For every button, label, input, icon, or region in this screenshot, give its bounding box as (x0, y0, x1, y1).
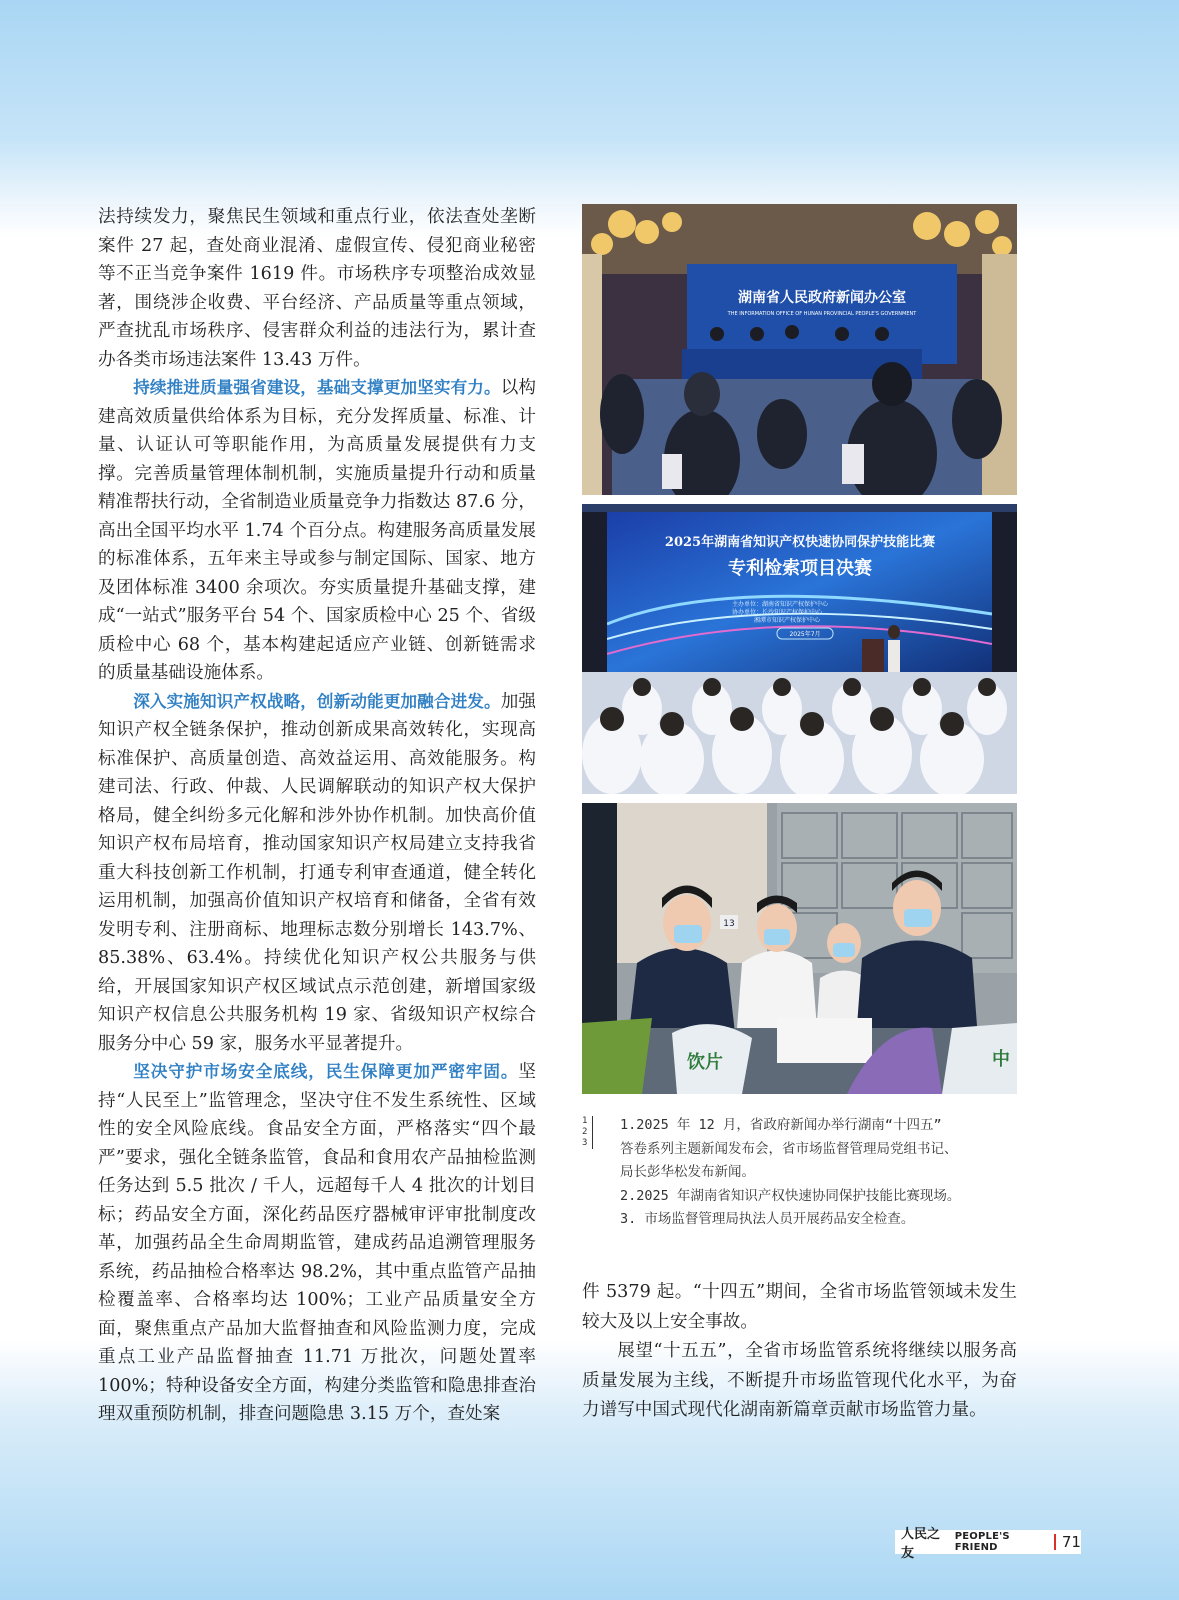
banner-title-cn: 湖南省人民政府新闻办公室 (738, 290, 906, 306)
caption-line-1: 1.2025 年 12 月，省政府新闻办举行湖南“十四五” (620, 1117, 942, 1133)
banner-title-en: THE INFORMATION OFFICE OF HUNAN PROVINCIAL PEOPLE'S GOVERNMENT (727, 311, 917, 317)
photo-inspection (582, 803, 1017, 1094)
photo-press-conference (582, 204, 1017, 495)
screen-host1: 主办单位：湖南省知识产权保护中心 (732, 601, 829, 608)
left-text-column (98, 203, 536, 1429)
screen-date: 2025年7月 (789, 631, 821, 638)
bag-label: 饮片 (687, 1052, 723, 1073)
paragraph-outlook: 展望“十五五”，全省市场监管系统将继续以服务高质量发展为主线，不断提升市场监管现代化水平，为奋力谱写中国式现代化湖南新篇章贡献市场监管力量。 (582, 1341, 1017, 1420)
lead-ip: 深入实施知识产权战略，创新动能更加融合进发。 (133, 691, 501, 711)
lead-quality: 持续推进质量强省建设，基础支撑更加坚实有力。 (133, 378, 501, 397)
magazine-name-en: PEOPLE'S FRIEND (954, 1531, 1010, 1553)
screen-title-line1: 2025年湖南省知识产权快速协同保护技能比赛 (664, 535, 936, 550)
footer-divider (1054, 1534, 1056, 1550)
right-text-column (582, 1278, 1017, 1426)
body-quality: 以构建高效质量供给体系为目标，充分发挥质量、标准、计量、认证认可等职能作用，为高质量发展提供有力支撑。完善质量管理体制机制，实施质量提升行动和质量精准帮扶行动，全省制造业质量竞争力指数达 87.6 分，高出全国平均水平 1.74 个百分点。构建服务高质量发展的标准体系，五年来主导或参与制定国际、国家、地方及团体标准 3400 余项次。夯实质量提升基础支撑，建成“一站式”服务平台 54 个、国家质检中心 25 个、省级质检中心 68 个，基本构建起适应产业链、创新链需求的质量基础设施体系。 (98, 378, 536, 683)
paragraph-quality (98, 374, 536, 688)
screen-title-line2: 专利检索项目决赛 (728, 558, 872, 579)
magazine-name-cn: 人民之友 (901, 1527, 941, 1561)
photo-caption (582, 1114, 1017, 1232)
caption-line-3: 局长彭华松发布新闻。 (620, 1164, 755, 1180)
page-footer (895, 1527, 1081, 1561)
lead-safety: 坚决守护市场安全底线，民生保障更加严密牢固。 (133, 1062, 519, 1081)
caption-index-1: 1 (582, 1116, 588, 1126)
caption-text (620, 1114, 1017, 1232)
bag-label-2: 中 (992, 1049, 1010, 1070)
caption-line-4: 2.2025 年湖南省知识产权快速协同保护技能比赛现场。 (620, 1187, 961, 1204)
caption-line-5: 3. 市场监督管理局执法人员开展药品安全检查。 (620, 1211, 915, 1227)
paragraph-competition-enforcement: 法持续发力，聚焦民生领域和重点行业，依法查处垄断案件 27 起，查处商业混淆、虚假宣传、侵犯商业秘密等不正当竞争案件 1619 件。市场秩序专项整治成效显著，围绕涉企收费、平台经济、产品质量等重点领域，严查扰乱市场秩序、侵害群众利益的违法行为，累计查办各类市场违法案件 13.43 万件。 (98, 207, 536, 370)
paragraph-ip (98, 688, 536, 1059)
screen-host3: 湘潭市知识产权保护中心 (754, 617, 821, 624)
door-number: 13 (723, 919, 735, 929)
page-number: 71 (1061, 1533, 1081, 1551)
caption-index-3: 3 (582, 1138, 588, 1148)
photo-competition (582, 504, 1017, 794)
caption-index (582, 1116, 593, 1149)
paragraph-safety-continued: 件 5379 起。“十四五”期间，全省市场监管领域未发生较大及以上安全事故。 (582, 1282, 1017, 1332)
caption-line-2: 答卷系列主题新闻发布会，省市场监督管理局党组书记、 (620, 1140, 958, 1157)
body-ip: 加强知识产权全链条保护，推动创新成果高效转化，实现高标准保护、高质量创造、高效益运用、高效能服务。构建司法、行政、仲裁、人民调解联动的知识产权大保护格局，健全纠纷多元化解和涉外协作机制。加快高价值知识产权布局培育，推动国家知识产权局建立支持我省重大科技创新工作机制，打通专利审查通道，健全转化运用机制，加强高价值知识产权培育和储备，全省有效发明专利、注册商标、地理标志数分别增长 143.7%、85.38%、63.4%。持续优化知识产权公共服务与供给，开展国家知识产权区域试点示范创建，新增国家级知识产权信息公共服务机构 19 家、省级知识产权综合服务分中心 59 家，服务水平显著提升。 (98, 691, 536, 1054)
paragraph-safety (98, 1058, 536, 1429)
body-safety: 坚持“人民至上”监管理念，坚决守住不发生系统性、区域性的安全风险底线。食品安全方面，严格落实“四个最严”要求，强化全链条监管，食品和食用农产品抽检监测任务达到 5.5 批次 / 千人，远超每千人 4 批次的计划目标；药品安全方面，深化药品医疗器械审评审批制度改革，加强药品全生命周期监管，建成药品追溯管理服务系统，药品抽检合格率达 98.2%，其中重点监管产品抽检覆盖率、合格率均达 100%；工业产品质量安全方面，聚焦重点产品加大监督抽查和风险监测力度，完成重点工业产品监督抽查 11.71 万批次，问题处置率 100%；特种设备安全方面，构建分类监管和隐患排查治理双重预防机制，排查问题隐患 3.15 万个，查处案 (98, 1062, 536, 1424)
screen-host2: 协办单位：长沙知识产权保护中心 (732, 609, 823, 616)
caption-index-2: 2 (582, 1127, 588, 1137)
